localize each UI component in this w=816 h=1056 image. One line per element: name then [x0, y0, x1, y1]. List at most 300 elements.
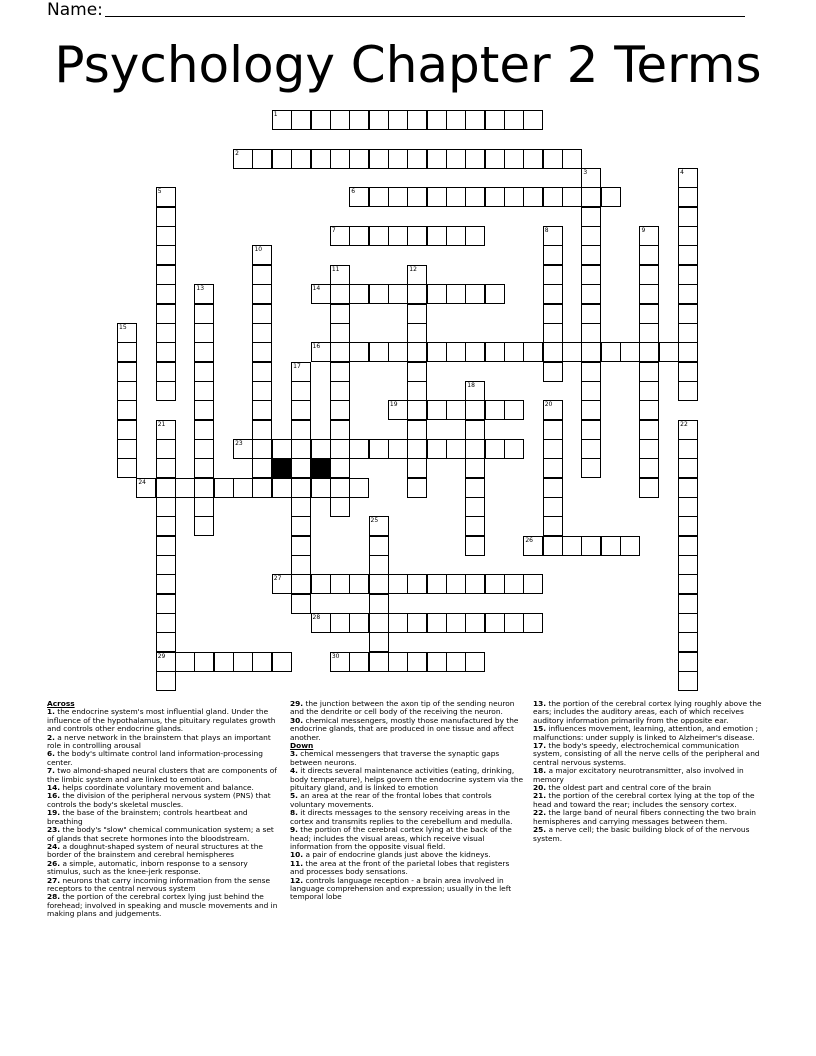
grid-cell[interactable]	[678, 652, 698, 672]
grid-cell[interactable]	[388, 342, 408, 362]
grid-cell[interactable]	[678, 458, 698, 478]
grid-cell[interactable]	[427, 149, 447, 169]
grid-cell[interactable]	[233, 478, 253, 498]
grid-cell[interactable]	[581, 362, 601, 382]
grid-cell[interactable]	[407, 110, 427, 130]
grid-cell[interactable]	[291, 149, 311, 169]
grid-cell[interactable]	[369, 187, 389, 207]
grid-cell[interactable]	[272, 110, 292, 130]
grid-cell[interactable]	[659, 342, 679, 362]
grid-cell[interactable]	[446, 149, 466, 169]
grid-cell[interactable]	[465, 536, 485, 556]
grid-cell[interactable]	[156, 671, 176, 691]
grid-cell[interactable]	[291, 555, 311, 575]
grid-cell[interactable]	[465, 149, 485, 169]
grid-cell[interactable]	[156, 245, 176, 265]
grid-cell[interactable]	[485, 187, 505, 207]
grid-cell[interactable]	[446, 574, 466, 594]
grid-cell[interactable]	[678, 594, 698, 614]
grid-cell[interactable]	[214, 478, 234, 498]
grid-cell[interactable]	[156, 439, 176, 459]
grid-cell[interactable]	[252, 245, 272, 265]
grid-cell[interactable]	[678, 478, 698, 498]
grid-cell[interactable]	[194, 478, 214, 498]
grid-cell[interactable]	[311, 478, 331, 498]
grid-cell[interactable]	[156, 207, 176, 227]
grid-cell[interactable]	[543, 458, 563, 478]
grid-cell[interactable]	[639, 420, 659, 440]
grid-cell[interactable]	[369, 284, 389, 304]
grid-cell[interactable]	[562, 149, 582, 169]
grid-cell[interactable]	[291, 400, 311, 420]
grid-cell[interactable]	[504, 574, 524, 594]
grid-cell[interactable]	[194, 304, 214, 324]
grid-cell[interactable]	[504, 187, 524, 207]
grid-cell[interactable]	[427, 439, 447, 459]
grid-cell[interactable]	[407, 342, 427, 362]
grid-cell[interactable]	[678, 574, 698, 594]
grid-cell[interactable]	[194, 362, 214, 382]
grid-cell[interactable]	[330, 304, 350, 324]
grid-cell[interactable]	[581, 381, 601, 401]
grid-cell[interactable]	[156, 458, 176, 478]
grid-cell[interactable]	[504, 149, 524, 169]
grid-cell[interactable]	[678, 304, 698, 324]
grid-cell[interactable]	[427, 574, 447, 594]
grid-cell[interactable]	[678, 439, 698, 459]
grid-cell[interactable]	[543, 342, 563, 362]
grid-cell[interactable]	[581, 284, 601, 304]
grid-cell[interactable]	[465, 652, 485, 672]
grid-cell[interactable]	[465, 458, 485, 478]
grid-cell[interactable]	[369, 574, 389, 594]
grid-cell[interactable]	[639, 362, 659, 382]
grid-cell[interactable]	[504, 342, 524, 362]
grid-cell[interactable]	[485, 613, 505, 633]
grid-cell[interactable]	[156, 652, 176, 672]
grid-cell[interactable]	[252, 420, 272, 440]
grid-cell[interactable]	[639, 323, 659, 343]
grid-cell[interactable]	[678, 497, 698, 517]
grid-cell[interactable]	[407, 284, 427, 304]
grid-cell[interactable]	[639, 226, 659, 246]
grid-cell[interactable]	[543, 304, 563, 324]
grid-cell[interactable]	[156, 594, 176, 614]
grid-cell[interactable]	[349, 149, 369, 169]
grid-cell[interactable]	[311, 342, 331, 362]
grid-cell[interactable]	[562, 342, 582, 362]
grid-cell[interactable]	[407, 304, 427, 324]
grid-cell[interactable]	[639, 304, 659, 324]
grid-cell[interactable]	[194, 497, 214, 517]
grid-cell[interactable]	[427, 226, 447, 246]
grid-cell[interactable]	[194, 439, 214, 459]
grid-cell[interactable]	[639, 265, 659, 285]
grid-cell[interactable]	[349, 574, 369, 594]
grid-cell[interactable]	[252, 400, 272, 420]
grid-cell[interactable]	[523, 536, 543, 556]
grid-cell[interactable]	[156, 381, 176, 401]
grid-cell[interactable]	[388, 187, 408, 207]
grid-cell[interactable]	[330, 284, 350, 304]
grid-cell[interactable]	[117, 400, 137, 420]
grid-cell[interactable]	[639, 342, 659, 362]
grid-cell[interactable]	[252, 284, 272, 304]
grid-cell[interactable]	[581, 342, 601, 362]
grid-cell[interactable]	[156, 284, 176, 304]
grid-cell[interactable]	[523, 187, 543, 207]
grid-cell[interactable]	[446, 439, 466, 459]
grid-cell[interactable]	[543, 245, 563, 265]
grid-cell[interactable]	[407, 323, 427, 343]
grid-cell[interactable]	[485, 439, 505, 459]
grid-cell[interactable]	[465, 284, 485, 304]
grid-cell[interactable]	[581, 304, 601, 324]
grid-cell[interactable]	[485, 342, 505, 362]
grid-cell[interactable]	[446, 652, 466, 672]
grid-cell[interactable]	[388, 284, 408, 304]
grid-cell[interactable]	[117, 458, 137, 478]
grid-cell[interactable]	[485, 149, 505, 169]
grid-cell[interactable]	[543, 323, 563, 343]
grid-cell[interactable]	[678, 632, 698, 652]
grid-cell[interactable]	[369, 226, 389, 246]
grid-cell[interactable]	[194, 342, 214, 362]
grid-cell[interactable]	[156, 226, 176, 246]
grid-cell[interactable]	[349, 342, 369, 362]
grid-cell[interactable]	[523, 613, 543, 633]
grid-cell[interactable]	[252, 381, 272, 401]
grid-cell[interactable]	[291, 478, 311, 498]
grid-cell[interactable]	[523, 342, 543, 362]
grid-cell[interactable]	[369, 110, 389, 130]
grid-cell[interactable]	[523, 149, 543, 169]
grid-cell[interactable]	[678, 168, 698, 188]
grid-cell[interactable]	[349, 613, 369, 633]
grid-cell[interactable]	[291, 381, 311, 401]
grid-cell[interactable]	[446, 110, 466, 130]
grid-cell[interactable]	[388, 652, 408, 672]
grid-cell[interactable]	[194, 516, 214, 536]
grid-cell[interactable]	[543, 420, 563, 440]
grid-cell[interactable]	[194, 284, 214, 304]
grid-cell[interactable]	[136, 478, 156, 498]
grid-cell[interactable]	[156, 516, 176, 536]
grid-cell[interactable]	[678, 245, 698, 265]
grid-cell[interactable]	[407, 381, 427, 401]
grid-cell[interactable]	[252, 362, 272, 382]
grid-cell[interactable]	[349, 439, 369, 459]
grid-cell[interactable]	[446, 342, 466, 362]
grid-cell[interactable]	[388, 226, 408, 246]
grid-cell[interactable]	[639, 284, 659, 304]
grid-cell[interactable]	[581, 187, 601, 207]
grid-cell[interactable]	[330, 652, 350, 672]
grid-cell[interactable]	[311, 110, 331, 130]
grid-cell[interactable]	[465, 613, 485, 633]
grid-cell[interactable]	[233, 439, 253, 459]
grid-cell[interactable]	[465, 110, 485, 130]
grid-cell[interactable]	[349, 478, 369, 498]
grid-cell[interactable]	[194, 323, 214, 343]
grid-cell[interactable]	[523, 110, 543, 130]
grid-cell[interactable]	[369, 613, 389, 633]
grid-cell[interactable]	[369, 439, 389, 459]
grid-cell[interactable]	[543, 284, 563, 304]
grid-cell[interactable]	[427, 110, 447, 130]
grid-cell[interactable]	[639, 245, 659, 265]
grid-cell[interactable]	[465, 497, 485, 517]
grid-cell[interactable]	[291, 362, 311, 382]
grid-cell[interactable]	[407, 187, 427, 207]
grid-cell[interactable]	[330, 400, 350, 420]
grid-cell[interactable]	[678, 323, 698, 343]
grid-cell[interactable]	[330, 342, 350, 362]
grid-cell[interactable]	[117, 323, 137, 343]
grid-cell[interactable]	[543, 536, 563, 556]
grid-cell[interactable]	[504, 400, 524, 420]
grid-cell[interactable]	[601, 342, 621, 362]
grid-cell[interactable]	[407, 400, 427, 420]
grid-cell[interactable]	[678, 671, 698, 691]
grid-cell[interactable]	[330, 497, 350, 517]
grid-cell[interactable]	[117, 381, 137, 401]
grid-cell[interactable]	[446, 187, 466, 207]
grid-cell[interactable]	[156, 304, 176, 324]
grid-cell[interactable]	[678, 207, 698, 227]
grid-cell[interactable]	[678, 342, 698, 362]
grid-cell[interactable]	[543, 265, 563, 285]
grid-cell[interactable]	[330, 110, 350, 130]
grid-cell[interactable]	[291, 420, 311, 440]
grid-cell[interactable]	[678, 420, 698, 440]
grid-cell[interactable]	[330, 574, 350, 594]
grid-cell[interactable]	[252, 458, 272, 478]
grid-cell[interactable]	[291, 458, 311, 478]
grid-cell[interactable]	[601, 536, 621, 556]
grid-cell[interactable]	[349, 110, 369, 130]
grid-cell[interactable]	[117, 362, 137, 382]
grid-cell[interactable]	[156, 632, 176, 652]
grid-cell[interactable]	[407, 226, 427, 246]
grid-cell[interactable]	[581, 323, 601, 343]
grid-cell[interactable]	[252, 304, 272, 324]
grid-cell[interactable]	[291, 497, 311, 517]
grid-cell[interactable]	[369, 516, 389, 536]
grid-cell[interactable]	[543, 439, 563, 459]
grid-cell[interactable]	[562, 536, 582, 556]
grid-cell[interactable]	[156, 420, 176, 440]
grid-cell[interactable]	[407, 574, 427, 594]
grid-cell[interactable]	[581, 226, 601, 246]
grid-cell[interactable]	[252, 149, 272, 169]
grid-cell[interactable]	[117, 342, 137, 362]
grid-cell[interactable]	[349, 284, 369, 304]
grid-cell[interactable]	[504, 613, 524, 633]
grid-cell[interactable]	[156, 342, 176, 362]
grid-cell[interactable]	[465, 400, 485, 420]
grid-cell[interactable]	[678, 381, 698, 401]
grid-cell[interactable]	[465, 516, 485, 536]
grid-cell[interactable]	[427, 187, 447, 207]
grid-cell[interactable]	[117, 420, 137, 440]
grid-cell[interactable]	[252, 265, 272, 285]
grid-cell[interactable]	[330, 381, 350, 401]
grid-cell[interactable]	[369, 149, 389, 169]
grid-cell[interactable]	[581, 536, 601, 556]
grid-cell[interactable]	[523, 574, 543, 594]
grid-cell[interactable]	[272, 478, 292, 498]
grid-cell[interactable]	[485, 400, 505, 420]
grid-cell[interactable]	[465, 187, 485, 207]
grid-cell[interactable]	[194, 381, 214, 401]
grid-cell[interactable]	[639, 439, 659, 459]
grid-cell[interactable]	[543, 362, 563, 382]
grid-cell[interactable]	[388, 149, 408, 169]
grid-cell[interactable]	[427, 400, 447, 420]
grid-cell[interactable]	[485, 110, 505, 130]
grid-cell[interactable]	[194, 420, 214, 440]
grid-cell[interactable]	[272, 574, 292, 594]
grid-cell[interactable]	[194, 652, 214, 672]
grid-cell[interactable]	[639, 381, 659, 401]
grid-cell[interactable]	[349, 226, 369, 246]
grid-cell[interactable]	[156, 478, 176, 498]
grid-cell[interactable]	[291, 536, 311, 556]
grid-cell[interactable]	[194, 458, 214, 478]
grid-cell[interactable]	[581, 458, 601, 478]
grid-cell[interactable]	[581, 265, 601, 285]
grid-cell[interactable]	[388, 439, 408, 459]
grid-cell[interactable]	[543, 226, 563, 246]
grid-cell[interactable]	[369, 632, 389, 652]
grid-cell[interactable]	[330, 478, 350, 498]
grid-cell[interactable]	[543, 187, 563, 207]
grid-cell[interactable]	[369, 342, 389, 362]
grid-cell[interactable]	[349, 187, 369, 207]
grid-cell[interactable]	[330, 420, 350, 440]
grid-cell[interactable]	[678, 362, 698, 382]
grid-cell[interactable]	[543, 149, 563, 169]
grid-cell[interactable]	[330, 323, 350, 343]
grid-cell[interactable]	[407, 458, 427, 478]
grid-cell[interactable]	[175, 652, 195, 672]
grid-cell[interactable]	[156, 613, 176, 633]
grid-cell[interactable]	[156, 497, 176, 517]
grid-cell[interactable]	[446, 284, 466, 304]
grid-cell[interactable]	[407, 149, 427, 169]
grid-cell[interactable]	[407, 420, 427, 440]
grid-cell[interactable]	[388, 613, 408, 633]
grid-cell[interactable]	[407, 652, 427, 672]
grid-cell[interactable]	[233, 149, 253, 169]
grid-cell[interactable]	[678, 187, 698, 207]
grid-cell[interactable]	[156, 574, 176, 594]
grid-cell[interactable]	[330, 613, 350, 633]
grid-cell[interactable]	[465, 342, 485, 362]
grid-cell[interactable]	[156, 555, 176, 575]
grid-cell[interactable]	[543, 516, 563, 536]
grid-cell[interactable]	[214, 652, 234, 672]
grid-cell[interactable]	[311, 613, 331, 633]
grid-cell[interactable]	[601, 187, 621, 207]
grid-cell[interactable]	[156, 323, 176, 343]
grid-cell[interactable]	[427, 613, 447, 633]
grid-cell[interactable]	[427, 342, 447, 362]
grid-cell[interactable]	[427, 652, 447, 672]
grid-cell[interactable]	[678, 265, 698, 285]
grid-cell[interactable]	[252, 342, 272, 362]
grid-cell[interactable]	[427, 284, 447, 304]
grid-cell[interactable]	[252, 439, 272, 459]
grid-cell[interactable]	[117, 439, 137, 459]
grid-cell[interactable]	[465, 381, 485, 401]
grid-cell[interactable]	[369, 594, 389, 614]
grid-cell[interactable]	[330, 458, 350, 478]
grid-cell[interactable]	[407, 613, 427, 633]
grid-cell[interactable]	[291, 516, 311, 536]
grid-cell[interactable]	[581, 439, 601, 459]
grid-cell[interactable]	[678, 516, 698, 536]
grid-cell[interactable]	[388, 574, 408, 594]
grid-cell[interactable]	[194, 400, 214, 420]
grid-cell[interactable]	[330, 439, 350, 459]
grid-cell[interactable]	[369, 555, 389, 575]
grid-cell[interactable]	[407, 362, 427, 382]
grid-cell[interactable]	[581, 207, 601, 227]
grid-cell[interactable]	[407, 478, 427, 498]
grid-cell[interactable]	[620, 342, 640, 362]
grid-cell[interactable]	[504, 439, 524, 459]
grid-cell[interactable]	[446, 613, 466, 633]
grid-cell[interactable]	[272, 439, 292, 459]
grid-cell[interactable]	[388, 110, 408, 130]
grid-cell[interactable]	[272, 652, 292, 672]
grid-cell[interactable]	[639, 478, 659, 498]
grid-cell[interactable]	[465, 574, 485, 594]
grid-cell[interactable]	[311, 149, 331, 169]
grid-cell[interactable]	[465, 478, 485, 498]
grid-cell[interactable]	[291, 110, 311, 130]
grid-cell[interactable]	[252, 478, 272, 498]
grid-cell[interactable]	[639, 400, 659, 420]
grid-cell[interactable]	[291, 594, 311, 614]
grid-cell[interactable]	[252, 323, 272, 343]
grid-cell[interactable]	[678, 536, 698, 556]
grid-cell[interactable]	[388, 400, 408, 420]
grid-cell[interactable]	[581, 400, 601, 420]
grid-cell[interactable]	[678, 284, 698, 304]
grid-cell[interactable]	[291, 439, 311, 459]
grid-cell[interactable]	[291, 574, 311, 594]
grid-cell[interactable]	[543, 400, 563, 420]
grid-cell[interactable]	[465, 439, 485, 459]
grid-cell[interactable]	[678, 226, 698, 246]
grid-cell[interactable]	[485, 574, 505, 594]
grid-cell[interactable]	[446, 226, 466, 246]
grid-cell[interactable]	[543, 497, 563, 517]
grid-cell[interactable]	[485, 284, 505, 304]
grid-cell[interactable]	[465, 420, 485, 440]
grid-cell[interactable]	[581, 245, 601, 265]
grid-cell[interactable]	[581, 420, 601, 440]
grid-cell[interactable]	[330, 362, 350, 382]
grid-cell[interactable]	[156, 536, 176, 556]
grid-cell[interactable]	[175, 478, 195, 498]
grid-cell[interactable]	[369, 652, 389, 672]
grid-cell[interactable]	[311, 439, 331, 459]
grid-cell[interactable]	[639, 458, 659, 478]
